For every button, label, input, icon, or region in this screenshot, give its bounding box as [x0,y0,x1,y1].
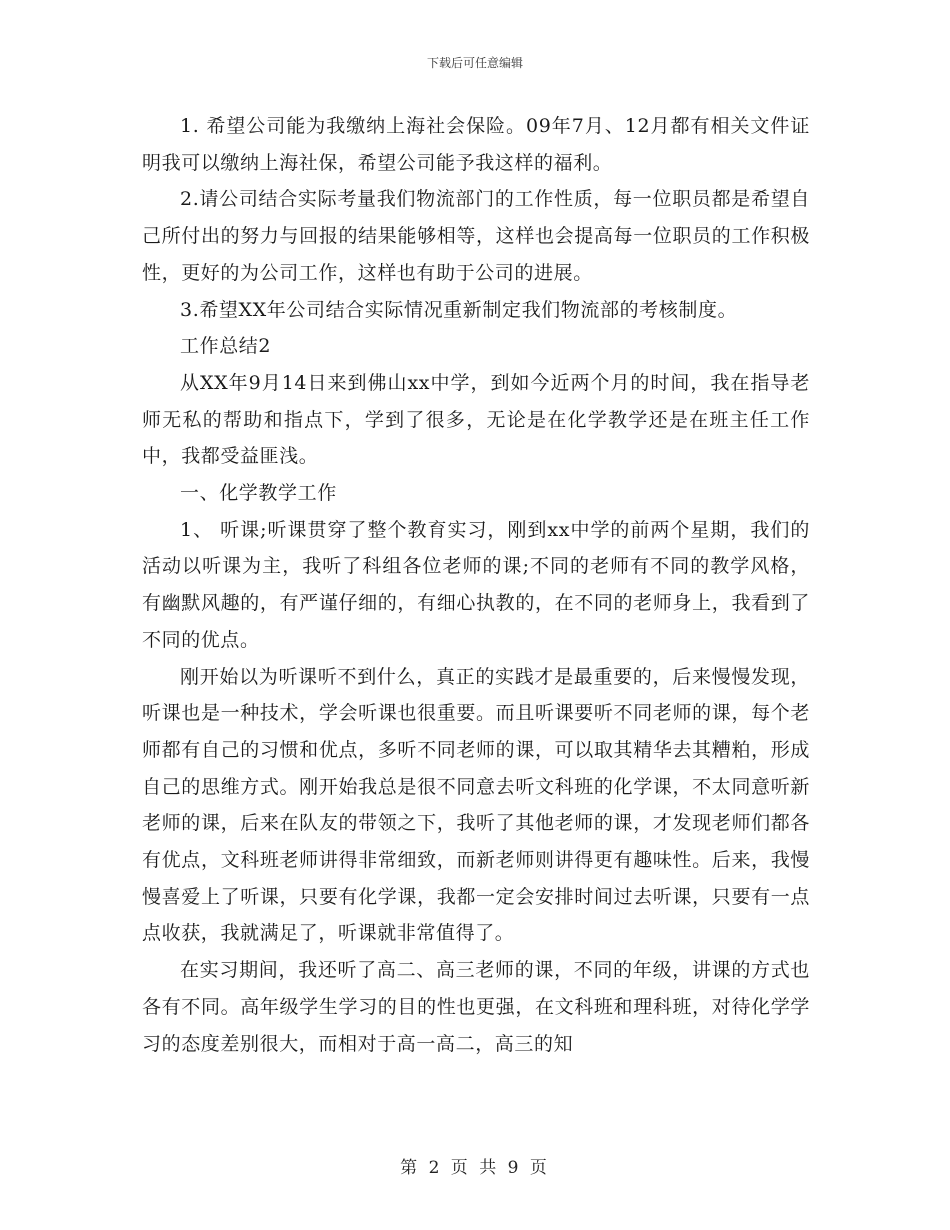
paragraph-senior-classes: 在实习期间，我还听了高二、高三老师的课，不同的年级，讲课的方式也各有不同。高年级学生学习的目的性也更强，在文科班和理科班，对待化学学习的态度差别很大，而相对于高一高二，高三的知 [142,959,810,1055]
page-header: 下载后可任意编辑 [426,56,523,70]
paragraph-2: 2.请公司结合实际考量我们物流部门的工作性质，每一位职员都是希望自己所付出的努力与回报的结果能够相等，这样也会提高每一位职员的工作积极性，更好的为公司工作，这样也有助于公司的进展。 [142,188,810,284]
page-footer-page-number: 第 2 页 共 9 页 [400,1158,550,1178]
paragraph-reflection: 刚开始以为听课听不到什么，真正的实践才是最重要的，后来慢慢发现，听课也是一种技术，学会听课也很重要。而且听课要听不同老师的课，每个老师都有自己的习惯和优点，多听不同老师的课，可以取其精华去其糟粕，形成自己的思维方式。刚开始我总是很不同意去听文科班的化学课，不太同意听新老师的课，后来在队友的带领之下，我听了其他老师的课，才发现老师们都各有优点，文科班老师讲得非常细致，而新老师则讲得更有趣味性。后来，我慢慢喜爱上了听课，只要有化学课，我都一定会安排时间过去听课，只要有一点点收获，我就满足了，听课就非常值得了。 [142,665,810,945]
paragraph-3: 3.希望XX年公司结合实际情况重新制定我们物流部的考核制度。 [180,298,738,321]
paragraph-listening: 1、 听课;听课贯穿了整个教育实习，刚到xx中学的前两个星期，我们的活动以听课为主，我听了科组各位老师的课;不同的老师有不同的教学风格，有幽默风趣的，有严谨仔细的，有细心执教的，在不同的老师身上，我看到了不同的优点。 [142,518,810,651]
paragraph-1: 1. 希望公司能为我缴纳上海社会保险。09年7月、12月都有相关文件证明我可以缴纳上海社保，希望公司能予我这样的福利。 [142,115,810,174]
document-body [142,108,810,1062]
section-heading-chemistry-teaching: 一、化学教学工作 [180,482,337,505]
section-heading-work-summary-2: 工作总结2 [180,335,272,358]
paragraph-intro: 从XX年9月14日来到佛山xx中学，到如今近两个月的时间，我在指导老师无私的帮助和指点下，学到了很多，无论是在化学教学还是在班主任工作中，我都受益匪浅。 [142,371,810,468]
